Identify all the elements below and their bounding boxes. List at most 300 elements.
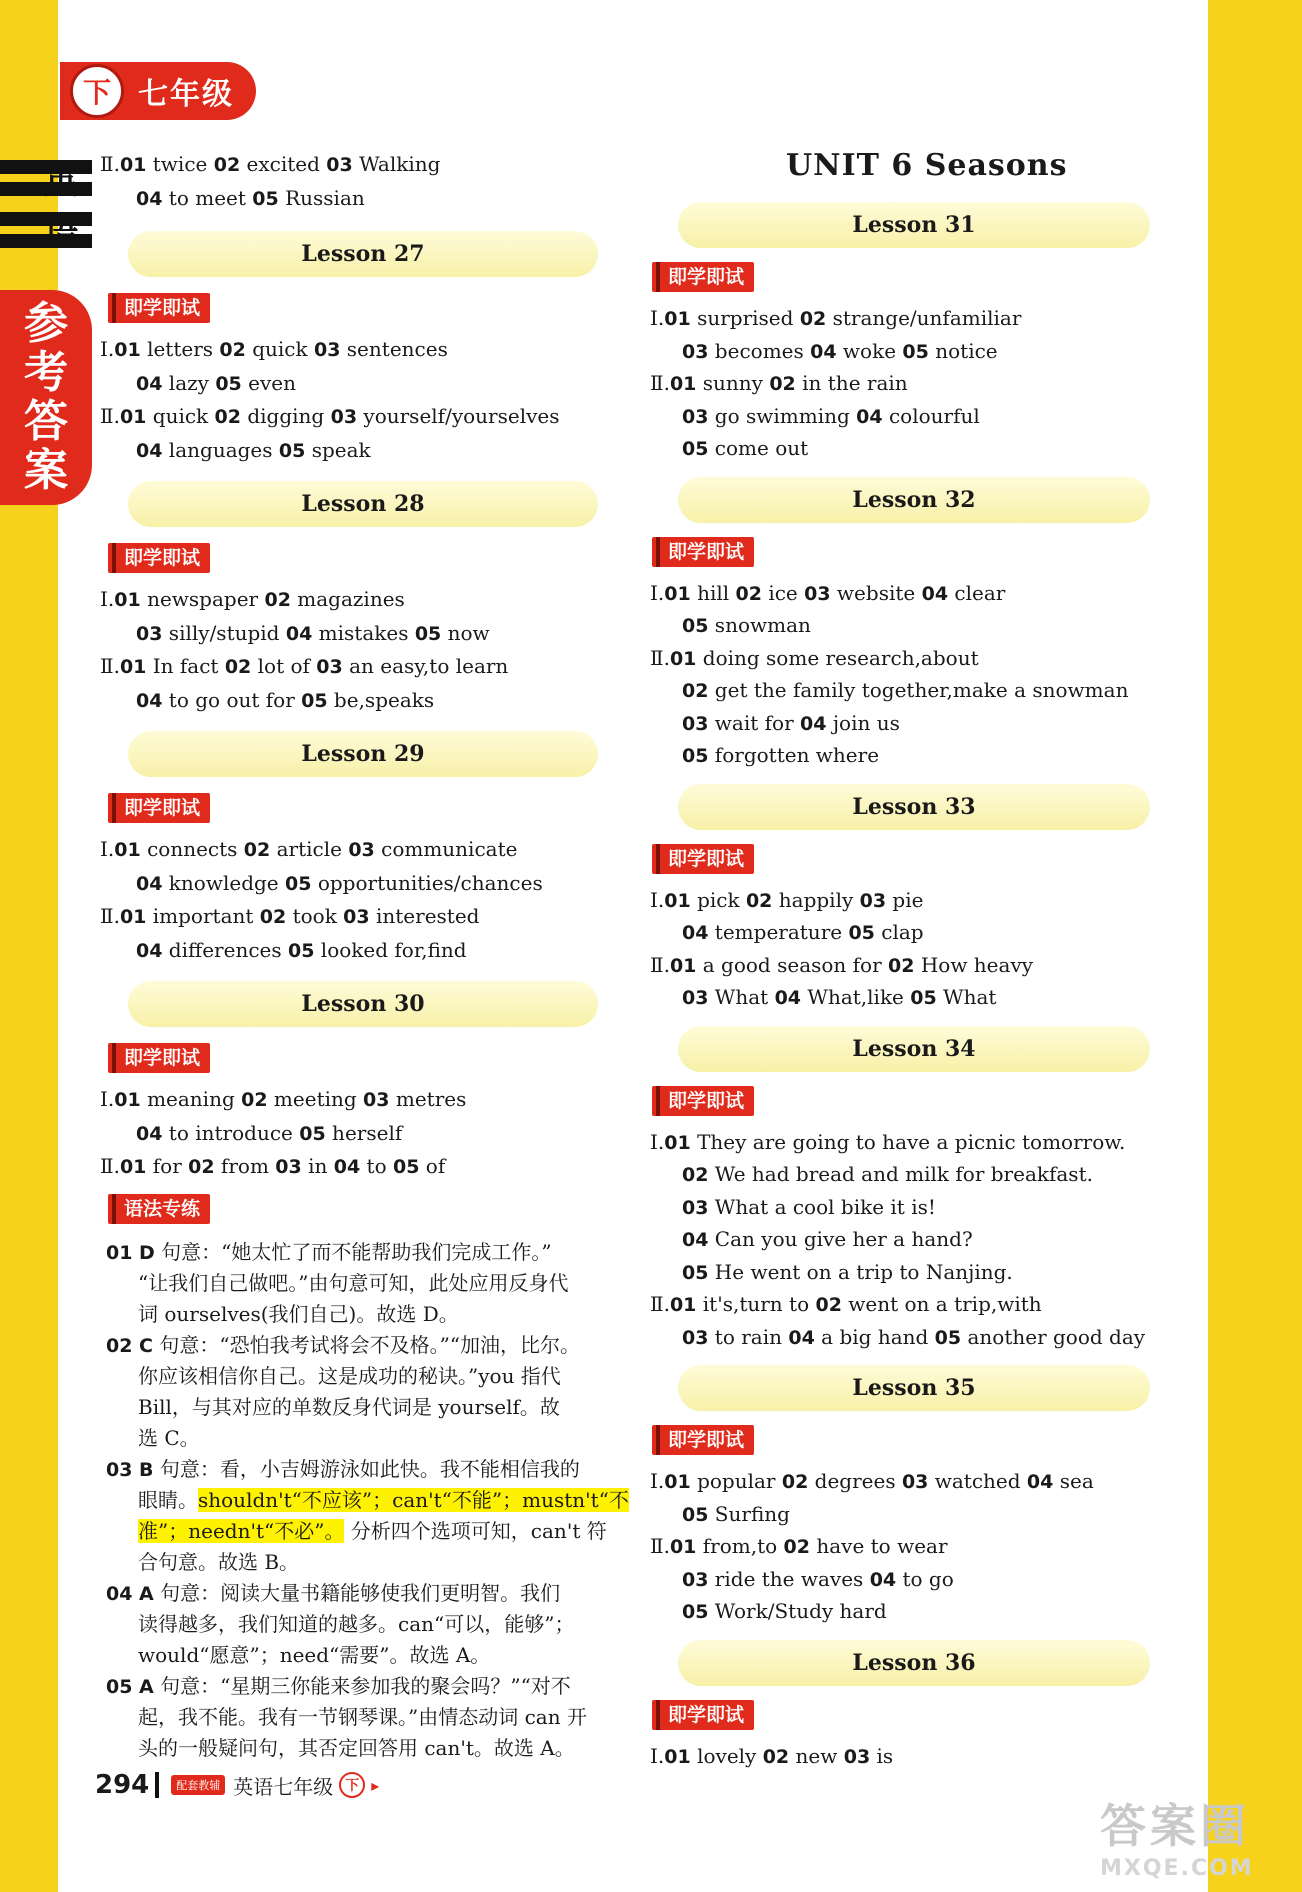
- explanation-text: 句意：阅读大量书籍能够使我们更明智。我们: [153, 1580, 561, 1605]
- item-number: 05: [682, 1503, 709, 1526]
- answer-line: [682, 404, 980, 428]
- item-number: 03: [136, 622, 163, 645]
- answer-line: [682, 711, 900, 735]
- lesson-heading: Lesson 33: [678, 784, 1150, 830]
- answer-text: What: [936, 985, 997, 1009]
- section-numeral: Ⅰ.: [650, 1743, 665, 1768]
- practice-tag: 即学即试: [108, 793, 210, 823]
- item-number: 04: [136, 689, 163, 712]
- arrow-icon: ▸: [371, 1775, 380, 1795]
- item-number: 03: [682, 1196, 709, 1219]
- item-number: 03: [682, 987, 709, 1009]
- grammar-explanation-line: [138, 1732, 575, 1761]
- answer-text: went on a trip,with: [841, 1292, 1042, 1316]
- item-number: 01: [114, 589, 141, 611]
- item-number: 04: [682, 922, 709, 944]
- section-numeral: Ⅰ.: [650, 306, 665, 330]
- answer-line: [136, 1121, 402, 1145]
- answer-line: [100, 404, 560, 428]
- grammar-explanation-line: [138, 1422, 200, 1451]
- item-number: 03: [682, 1326, 709, 1349]
- answer-text: temperature: [708, 920, 849, 944]
- answer-text: another good day: [961, 1324, 1146, 1349]
- item-number: 05: [414, 622, 442, 645]
- answer-line: [682, 1567, 954, 1591]
- series-badge: 配套教辅: [171, 1775, 225, 1795]
- grammar-explanation-line: [138, 1639, 490, 1668]
- item-number: 03: [901, 1471, 929, 1493]
- answer-text: languages: [162, 437, 279, 462]
- answer-text: What: [708, 985, 775, 1009]
- answer-text: took: [286, 904, 344, 928]
- answer-line: [100, 1087, 466, 1111]
- section-numeral: Ⅰ.: [650, 580, 665, 605]
- item-number: 01: [664, 889, 691, 912]
- item-number: 02: [762, 1745, 790, 1768]
- item-number: 02: [243, 839, 271, 861]
- section-numeral: Ⅰ.: [650, 887, 665, 912]
- answer-text: in: [301, 1154, 334, 1178]
- answer-text: to go: [896, 1566, 954, 1591]
- item-number: 02: [745, 889, 773, 912]
- answer-key-side-label: 参 考 答 案: [0, 290, 92, 505]
- item-number: 01: [664, 1471, 691, 1493]
- practice-tag: 即学即试: [108, 1043, 210, 1073]
- answer-text: an easy,to learn: [342, 654, 509, 678]
- section-numeral: Ⅰ.: [100, 1087, 115, 1111]
- grammar-explanation-line: [138, 1298, 459, 1327]
- section-numeral: Ⅰ.: [650, 1469, 665, 1493]
- answer-text: surprised: [690, 306, 800, 330]
- answer-text: We had bread and milk for breakfast.: [708, 1162, 1093, 1186]
- answer-text: to meet: [162, 185, 253, 210]
- answer-line: [650, 953, 1033, 977]
- item-number: 04: [1026, 1471, 1054, 1493]
- answer-text: watched: [928, 1469, 1027, 1493]
- answer-text: quick: [245, 337, 314, 361]
- section-numeral: Ⅱ.: [100, 152, 120, 176]
- section-numeral: Ⅱ.: [100, 904, 120, 928]
- item-number: 02: [214, 406, 241, 428]
- answer-line: [136, 438, 371, 462]
- grade-label: 七年级: [138, 77, 234, 112]
- answer-text: new: [789, 1743, 844, 1768]
- item-number: 03: [682, 1568, 709, 1591]
- answer-text: to go out for: [162, 687, 302, 712]
- answer-line: [100, 587, 405, 611]
- answer-text: speak: [305, 437, 371, 462]
- item-number: 02: [264, 589, 291, 611]
- answer-text: excited: [240, 152, 327, 176]
- answer-text: meaning: [140, 1087, 242, 1111]
- item-number: 04: [869, 1568, 897, 1591]
- answer-text: from: [214, 1154, 276, 1178]
- practice-tag: 即学即试: [652, 262, 754, 292]
- item-number: 02: [682, 1164, 709, 1186]
- item-number: 03: [313, 339, 341, 361]
- answer-text: ice: [761, 580, 805, 605]
- answer-text: pick: [690, 887, 746, 912]
- answer-line: [650, 1744, 893, 1768]
- page-number: 294: [95, 1770, 150, 1800]
- answer-text: a big hand: [814, 1324, 935, 1349]
- item-number: 03: [330, 406, 358, 428]
- answer-line: [650, 646, 979, 670]
- answer-text: degrees: [808, 1469, 902, 1493]
- item-number: 04: [136, 872, 163, 895]
- item-number: 03: [682, 340, 709, 363]
- practice-tag: 即学即试: [652, 844, 754, 874]
- answer-text: interested: [369, 904, 480, 928]
- answer-text: mistakes: [312, 620, 415, 645]
- answer-text: to introduce: [162, 1120, 300, 1145]
- item-number: 05: [299, 1122, 326, 1145]
- answer-text: What,like: [801, 985, 911, 1009]
- answer-text: magazines: [290, 587, 405, 611]
- item-number: 04: [136, 1122, 163, 1145]
- lesson-heading: Lesson 29: [128, 731, 598, 777]
- grammar-explanation-line: [138, 1484, 629, 1513]
- item-number: 05: [278, 439, 306, 462]
- answer-text: a good season for: [696, 952, 889, 977]
- answer-text: strange/unfamiliar: [826, 306, 1022, 330]
- lesson-heading: Lesson 30: [128, 981, 598, 1027]
- lesson-heading: Lesson 35: [678, 1365, 1150, 1411]
- item-number: 03: [348, 839, 375, 861]
- item-number: 04: [856, 405, 883, 428]
- answer-text: to rain: [708, 1324, 789, 1349]
- explanation-text: 选 C。: [138, 1425, 200, 1450]
- item-number: 02: [188, 1156, 215, 1178]
- answer-line: [136, 871, 543, 895]
- answer-line: [650, 1292, 1042, 1316]
- answer-line: [100, 337, 448, 361]
- answer-line: [682, 678, 1128, 702]
- grammar-explanation-line: [138, 1608, 574, 1637]
- item-number: 01: [114, 1089, 141, 1111]
- item-number: 05: [902, 340, 929, 363]
- item-number: 03: [275, 1156, 302, 1178]
- item-number: 04: [333, 1156, 361, 1178]
- section-numeral: Ⅱ.: [650, 1292, 670, 1316]
- practice-tag: 即学即试: [652, 1425, 754, 1455]
- answer-text: to: [360, 1154, 393, 1178]
- answer-text: communicate: [374, 837, 518, 861]
- item-number: 01: [114, 839, 141, 861]
- answer-text: snowman: [708, 613, 811, 637]
- item-number: 05: [288, 939, 315, 962]
- answer-text: pie: [886, 887, 924, 912]
- answer-text: opportunities/chances: [311, 870, 543, 895]
- answer-text: Work/Study hard: [708, 1599, 887, 1623]
- answer-text: metres: [389, 1087, 467, 1111]
- item-number: 03: [326, 154, 353, 176]
- grammar-explanation-line: [138, 1267, 568, 1296]
- item-number: 04: [136, 372, 163, 395]
- answer-text: join us: [826, 710, 900, 735]
- left-yellow-band: [0, 0, 58, 1892]
- explanation-text: 眼睛。: [138, 1487, 198, 1512]
- section-numeral: Ⅱ.: [650, 371, 670, 395]
- item-number: 03: [804, 582, 831, 605]
- answer-text: popular: [690, 1469, 782, 1493]
- practice-tag: 即学即试: [652, 1086, 754, 1116]
- answer-text: clear: [948, 580, 1006, 605]
- answer-line: [682, 1195, 936, 1219]
- item-number: 01: [664, 582, 691, 605]
- item-number: 02: [259, 906, 287, 928]
- answer-line: [682, 1599, 887, 1623]
- item-number: 01: [119, 154, 147, 176]
- grammar-tag: 语法专练: [108, 1194, 210, 1224]
- section-numeral: Ⅱ.: [650, 952, 670, 977]
- page-footer: [95, 1770, 379, 1800]
- answer-line: [650, 581, 1005, 605]
- answer-line: [650, 888, 923, 912]
- answer-text: How heavy: [914, 952, 1034, 977]
- answer-line: [682, 1162, 1093, 1186]
- answer-text: hill: [690, 580, 736, 605]
- answer-line: [100, 837, 517, 861]
- item-number: 05: [934, 1326, 962, 1349]
- section-numeral: Ⅰ.: [100, 837, 115, 861]
- item-number: 04: [810, 340, 837, 363]
- answer-text: lazy: [162, 370, 216, 395]
- section-numeral: Ⅰ.: [100, 587, 115, 611]
- item-number: 05: [215, 372, 242, 395]
- answer-text: article: [270, 837, 349, 861]
- explanation-text: would“愿意”；need“需要”。故选 A。: [138, 1642, 491, 1667]
- explanation-text: 你应该相信你自己。这是成功的秘诀。”you 指代: [138, 1363, 561, 1388]
- answer-text: sunny: [696, 371, 770, 395]
- answer-text: becomes: [708, 338, 811, 363]
- item-number: 01: [669, 1294, 697, 1316]
- book-title: 英语七年级: [233, 1774, 334, 1799]
- answer-text: go swimming: [708, 403, 857, 428]
- answer-text: ride the waves: [708, 1566, 870, 1591]
- item-number: 02: [815, 1294, 842, 1316]
- item-number: 02: [735, 582, 762, 605]
- item-number: 02: [888, 954, 915, 977]
- answer-text: clap: [874, 920, 924, 944]
- question-answer: 02 C: [106, 1334, 153, 1357]
- answer-text: from,to: [696, 1534, 784, 1558]
- answer-text: digging: [240, 404, 331, 428]
- lesson-heading: Lesson 27: [128, 231, 598, 277]
- item-number: 01: [664, 1745, 691, 1768]
- item-number: 01: [669, 647, 697, 670]
- item-number: 02: [219, 339, 246, 361]
- watermark-logo: 答案圈 MXQE.COM: [1100, 1799, 1254, 1881]
- item-number: 05: [910, 987, 937, 1009]
- answer-text: looked for,find: [314, 937, 467, 962]
- explanation-text: 分析四个选项可知，can't 符: [344, 1518, 607, 1543]
- answer-text: website: [830, 580, 922, 605]
- item-number: 02: [213, 154, 241, 176]
- answer-text: Walking: [352, 152, 441, 176]
- item-number: 05: [682, 745, 709, 767]
- answer-text: sentences: [340, 337, 448, 361]
- answer-text: quick: [146, 404, 215, 428]
- answer-text: lot of: [251, 654, 317, 678]
- grammar-explanation-line: [106, 1577, 560, 1606]
- grammar-explanation-line: [138, 1546, 299, 1575]
- answer-line: [682, 985, 996, 1009]
- section-numeral: Ⅱ.: [650, 1534, 670, 1558]
- answer-text: knowledge: [162, 870, 286, 895]
- item-number: 02: [799, 308, 827, 330]
- item-number: 03: [363, 1089, 390, 1111]
- answer-text: happily: [772, 887, 860, 912]
- item-number: 01: [664, 308, 691, 330]
- item-number: 02: [781, 1471, 809, 1493]
- volume-badge: 下: [70, 64, 124, 118]
- item-number: 02: [783, 1536, 810, 1558]
- answer-line: [682, 613, 811, 637]
- answer-text: important: [146, 904, 260, 928]
- answer-text: come out: [708, 436, 809, 460]
- answer-line: [682, 436, 808, 460]
- answer-text: of: [419, 1154, 446, 1178]
- answer-text: is: [870, 1743, 894, 1768]
- explanation-text: Bill，与其对应的单数反身代词是 yourself。故: [138, 1394, 560, 1419]
- answer-text: Can you give her a hand?: [708, 1227, 973, 1251]
- answer-text: herself: [325, 1120, 403, 1145]
- item-number: 04: [788, 1326, 815, 1349]
- answer-text: it's,turn to: [696, 1292, 816, 1316]
- item-number: 04: [136, 439, 163, 462]
- item-number: 05: [301, 689, 328, 712]
- answer-line: [650, 306, 1021, 330]
- item-number: 01: [114, 339, 141, 361]
- answer-line: [100, 654, 508, 678]
- item-number: 03: [843, 1745, 871, 1768]
- explanation-text: 句意：“恐怕我考试将会不及格。”“加油，比尔。: [153, 1332, 581, 1357]
- grammar-explanation-line: [106, 1329, 580, 1358]
- item-number: 01: [119, 906, 147, 928]
- lesson-heading: Lesson 32: [678, 477, 1150, 523]
- answer-text: notice: [928, 338, 998, 363]
- answer-text: connects: [140, 837, 244, 861]
- answer-line: [100, 904, 479, 928]
- answer-line: [682, 743, 879, 767]
- answer-text: He went on a trip to Nanjing.: [708, 1259, 1013, 1284]
- item-number: 03: [682, 405, 709, 428]
- practice-tag: 即学即试: [652, 537, 754, 567]
- answer-text: yourself/yourselves: [357, 404, 560, 428]
- section-numeral: Ⅱ.: [100, 404, 120, 428]
- answer-text: silly/stupid: [162, 620, 286, 645]
- item-number: 02: [682, 680, 709, 702]
- answer-line: [136, 621, 490, 645]
- answer-text: meeting: [267, 1087, 364, 1111]
- answer-text: in the rain: [795, 371, 908, 395]
- item-number: 02: [241, 1089, 268, 1111]
- answer-line: [682, 1502, 790, 1526]
- grammar-explanation-line: [138, 1515, 607, 1544]
- explanation-text: 句意：看，小吉姆游泳如此快。我不能相信我的: [153, 1456, 580, 1481]
- item-number: 05: [252, 187, 279, 210]
- answer-text: colourful: [882, 403, 980, 428]
- item-number: 05: [682, 1601, 709, 1623]
- answer-text: Russian: [278, 185, 365, 210]
- item-number: 02: [224, 656, 252, 678]
- practice-tag: 即学即试: [108, 543, 210, 573]
- explanation-text: 头的一般疑问句，其否定回答用 can't。故选 A。: [138, 1735, 575, 1760]
- explanation-text: 合句意。故选 B。: [138, 1549, 300, 1574]
- grammar-explanation-line: [138, 1701, 587, 1730]
- answer-line: [136, 371, 296, 395]
- answer-line: [682, 1325, 1145, 1349]
- answer-line: [650, 1130, 1125, 1154]
- item-number: 05: [848, 922, 875, 944]
- answer-text: even: [241, 370, 296, 395]
- highlighted-text: shouldn't“不应该”；can't“不能”；mustn't“不: [198, 1487, 629, 1512]
- answer-line: [100, 152, 440, 176]
- answer-text: lovely: [690, 1743, 763, 1768]
- item-number: 04: [285, 622, 313, 645]
- answer-line: [682, 1227, 973, 1251]
- grade-header-tab: [60, 62, 256, 120]
- item-number: 04: [921, 582, 949, 605]
- section-numeral: Ⅱ.: [100, 1154, 120, 1178]
- answer-text: They are going to have a picnic tomorrow.: [690, 1129, 1126, 1154]
- item-number: 01: [119, 1156, 147, 1178]
- highlighted-text: 准”；needn't“不必”。: [138, 1518, 345, 1543]
- answer-line: [136, 688, 434, 712]
- item-number: 03: [682, 712, 709, 735]
- answer-line: [650, 1534, 948, 1558]
- item-number: 04: [682, 1229, 709, 1251]
- item-number: 04: [136, 187, 163, 210]
- item-number: 01: [669, 1536, 697, 1558]
- unit-title: UNIT 6 Seasons: [786, 148, 1068, 183]
- item-number: 01: [664, 1131, 691, 1154]
- item-number: 01: [669, 954, 697, 977]
- explanation-text: 句意：“星期三你能来参加我的聚会吗？”“对不: [153, 1673, 571, 1698]
- answer-text: be,speaks: [327, 687, 435, 712]
- answer-text: now: [441, 620, 490, 645]
- practice-tag: 即学即试: [108, 293, 210, 323]
- answer-text: wait for: [708, 710, 801, 735]
- answer-text: have to wear: [809, 1534, 948, 1558]
- explanation-text: 起，我不能。我有一节钢琴课。”由情态动词 can 开: [138, 1704, 587, 1729]
- answer-line: [136, 186, 365, 210]
- explanation-text: “让我们自己做吧。”由句意可知，此处应用反身代: [138, 1270, 569, 1295]
- answer-line: [682, 339, 998, 363]
- question-answer: 04 A: [106, 1582, 154, 1605]
- answer-text: Surfing: [708, 1501, 790, 1526]
- lesson-heading: Lesson 34: [678, 1026, 1150, 1072]
- answer-line: [650, 1469, 1094, 1493]
- section-numeral: Ⅱ.: [100, 654, 120, 678]
- item-number: 04: [800, 712, 827, 735]
- answer-line: [136, 938, 467, 962]
- right-yellow-band: [1208, 0, 1302, 1892]
- answer-text: for: [146, 1154, 189, 1178]
- item-number: 01: [119, 656, 147, 678]
- answer-text: What a cool bike it is!: [708, 1194, 936, 1219]
- explanation-text: 读得越多，我们知道的越多。can“可以，能够”；: [138, 1611, 575, 1636]
- volume-circle: 下: [339, 1772, 365, 1798]
- answer-text: woke: [836, 338, 903, 363]
- item-number: 05: [682, 615, 709, 637]
- item-number: 01: [669, 373, 697, 395]
- answer-text: twice: [146, 152, 214, 176]
- question-answer: 01 D: [106, 1241, 155, 1264]
- item-number: 04: [774, 987, 802, 1009]
- item-number: 05: [682, 1261, 709, 1284]
